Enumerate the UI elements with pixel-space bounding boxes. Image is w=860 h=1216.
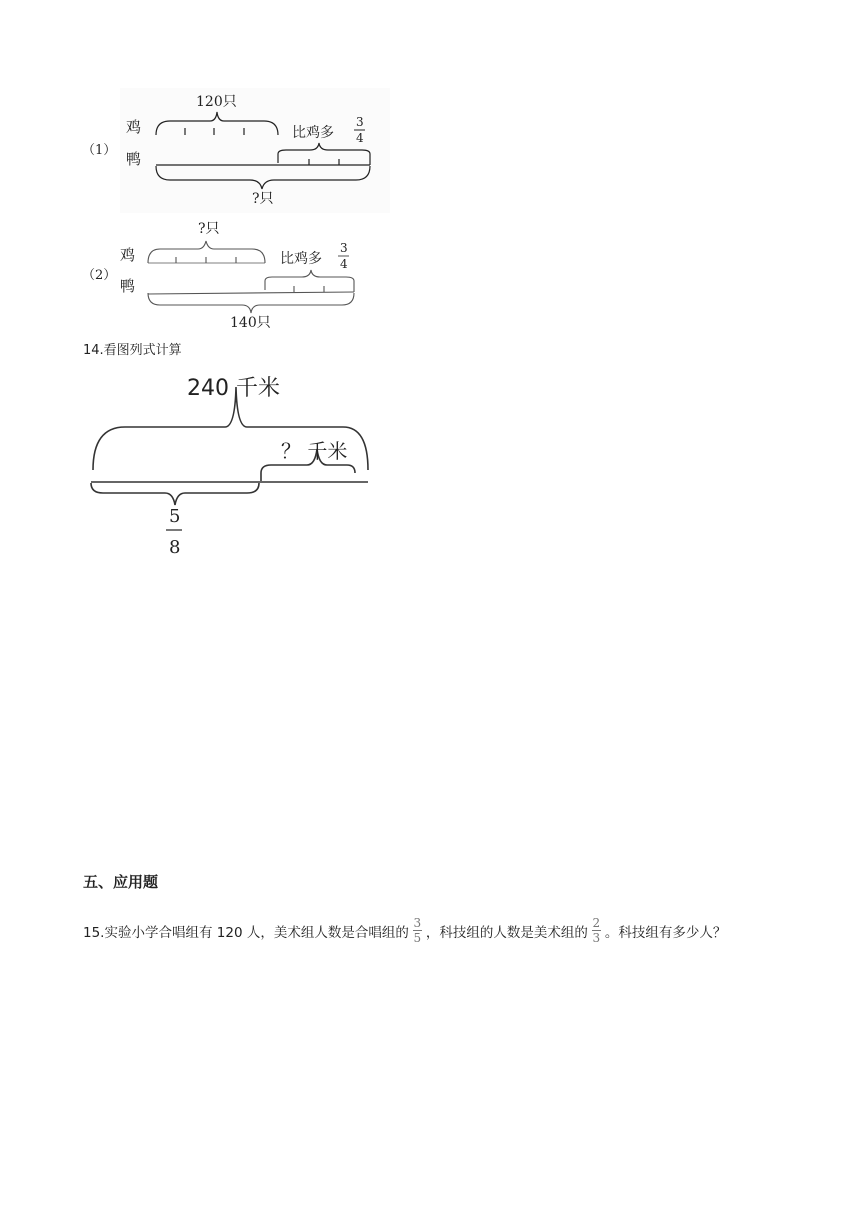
q15-frac1-num: 3 bbox=[413, 916, 422, 930]
q14-total-label: 240 千米 bbox=[187, 376, 280, 401]
q15-part3: 。科技组有多少人？ bbox=[604, 924, 727, 941]
diagram-2-bottom-total: 140只 bbox=[230, 315, 271, 331]
q15-frac2-num: 2 bbox=[592, 916, 601, 930]
diagram-1-row-duck: 鸭 bbox=[126, 150, 142, 168]
diagram-1-top-total: 120只 bbox=[196, 94, 237, 110]
diagram-2-row-duck: 鸭 bbox=[120, 277, 136, 295]
question-14-diagram bbox=[85, 365, 385, 565]
q14-unknown-label: ？ 千米 bbox=[281, 439, 348, 463]
diagram-2-more-text: 比鸡多 bbox=[280, 251, 322, 267]
diagram-2 bbox=[80, 215, 370, 335]
diagram-1-frac-den: 4 bbox=[356, 131, 364, 145]
diagram-2-label: （2） bbox=[82, 268, 117, 283]
diagram-1-row-chicken: 鸡 bbox=[126, 118, 142, 136]
question-14-title: 14.看图列式计算 bbox=[83, 343, 182, 358]
diagram-2-top-total: ?只 bbox=[198, 221, 220, 237]
diagram-1-bottom-total: ?只 bbox=[252, 191, 274, 207]
diagram-2-frac-num: 3 bbox=[340, 241, 348, 255]
q15-frac1-den: 5 bbox=[413, 931, 422, 945]
diagram-1 bbox=[80, 88, 390, 213]
q14-frac-num: 5 bbox=[169, 506, 181, 527]
q15-part1: 15.实验小学合唱组有 120 人，美术组人数是合唱组的 bbox=[83, 924, 409, 941]
diagram-1-label: （1） bbox=[82, 143, 117, 158]
q15-frac2-den: 3 bbox=[592, 931, 601, 945]
q15-fraction-2 bbox=[592, 917, 601, 944]
q15-fraction-1 bbox=[413, 917, 422, 944]
diagram-2-frac-den: 4 bbox=[340, 257, 348, 271]
diagram-2-row-chicken: 鸡 bbox=[120, 246, 136, 264]
question-15 bbox=[83, 917, 726, 944]
diagram-1-frac-num: 3 bbox=[356, 115, 364, 129]
q14-frac-den: 8 bbox=[169, 537, 181, 558]
diagram-1-more-text: 比鸡多 bbox=[292, 125, 334, 141]
section-title: 五、应用题 bbox=[83, 873, 159, 891]
q15-part2: ，科技组的人数是美术组的 bbox=[425, 924, 588, 941]
